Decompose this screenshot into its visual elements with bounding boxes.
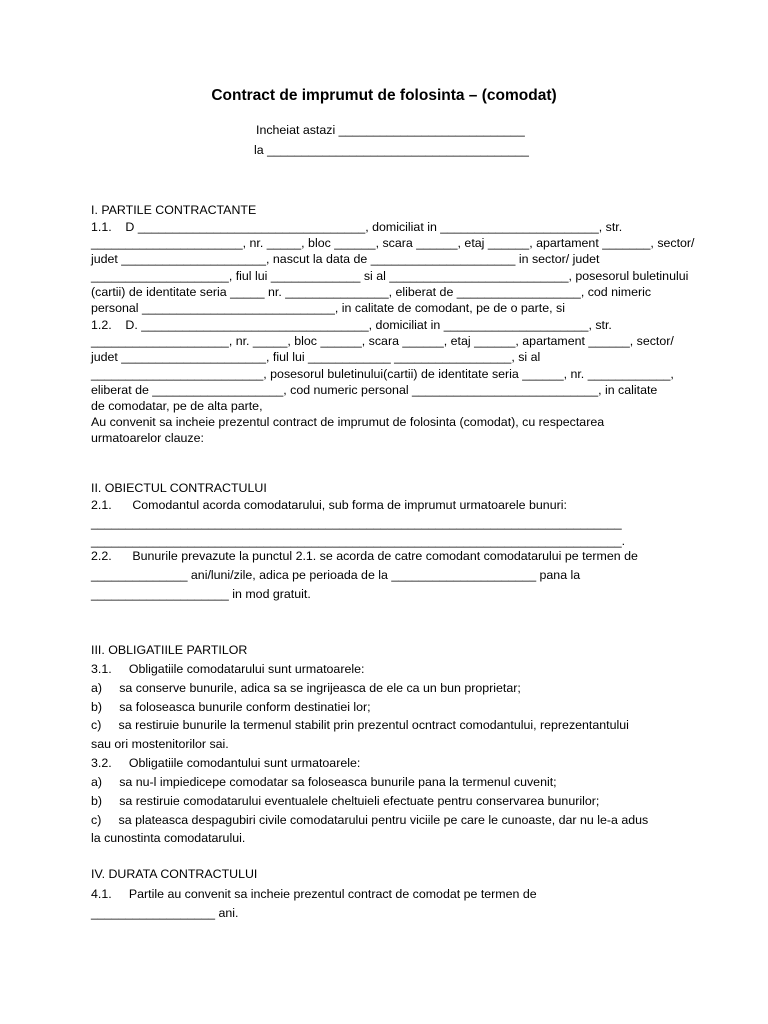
- paragraph-line: _________________________, posesorul buletinului(cartii) de identitate seria ______, nr. ____________,: [91, 367, 674, 381]
- paragraph-line: 1.1. D _________________________________, domiciliat in _______________________, str.: [91, 220, 623, 234]
- paragraph-line: judet _____________________, fiul lui ____________ _________________, si al: [91, 350, 541, 364]
- paragraph-line: b) sa restiruie comodatarului eventualele cheltuieli efectuate pentru conservarea bunurilor;: [91, 794, 600, 808]
- section-heading-duration: IV. DURATA CONTRACTULUI: [91, 867, 258, 881]
- paragraph-line: __________________ ani.: [91, 906, 239, 920]
- paragraph-line: 1.2. D. _________________________________, domiciliat in _____________________, str.: [91, 318, 612, 332]
- document-title: Contract de imprumut de folosinta – (comodat): [211, 87, 557, 104]
- paragraph-line: _____________________________________________________________________________.: [91, 534, 626, 548]
- paragraph-line: judet _____________________, nascut la data de _____________________ in sector/ judet: [91, 252, 600, 266]
- paragraph-line: ____________________, nr. _____, bloc ______, scara ______, etaj ______, apartament ______, sector/: [91, 334, 674, 348]
- paragraph-line: b) sa foloseasca bunurile conform destinatiei lor;: [91, 700, 371, 714]
- paragraph-line: a) sa nu-l impiedicepe comodatar sa foloseasca bunurile pana la termenul cuvenit;: [91, 775, 557, 789]
- paragraph-line: 2.1. Comodantul acorda comodatarului, sub forma de imprumut urmatoarele bunuri:: [91, 498, 567, 512]
- paragraph-line: 2.2. Bunurile prevazute la punctul 2.1. se acorda de catre comodant comodatarului pe termen de: [91, 549, 638, 563]
- paragraph-line: 3.2. Obligatiile comodantului sunt urmatoarele:: [91, 756, 361, 770]
- paragraph-line: urmatoarelor clauze:: [91, 431, 204, 445]
- section-heading-object: II. OBIECTUL CONTRACTULUI: [91, 481, 267, 495]
- paragraph-line: eliberat de ___________________, cod numeric personal ___________________________, in calitate: [91, 383, 658, 397]
- paragraph-line: 3.1. Obligatiile comodatarului sunt urmatoarele:: [91, 662, 365, 676]
- paragraph-line: (cartii) de identitate seria _____ nr. _______________, eliberat de __________________, cod nimeric: [91, 285, 652, 299]
- paragraph-line: a) sa conserve bunurile, adica sa se ingrijeasca de ele ca un bun proprietar;: [91, 681, 521, 695]
- paragraph-line: ______________________, nr. _____, bloc ______, scara ______, etaj ______, apartament _______, sector/: [91, 236, 695, 250]
- section-heading-parties: I. PARTILE CONTRACTANTE: [91, 203, 257, 217]
- paragraph-line: ____________________, fiul lui _____________ si al __________________________, posesorul buletinului: [91, 269, 689, 283]
- paragraph-line: ____________________ in mod gratuit.: [91, 587, 311, 601]
- paragraph-line: ______________ ani/luni/zile, adica pe perioada de la _____________________ pana la: [91, 568, 581, 582]
- paragraph-line: la cunostinta comodatarului.: [91, 831, 246, 845]
- paragraph-line: de comodatar, pe de alta parte,: [91, 399, 263, 413]
- paragraph-line: c) sa plateasca despagubiri civile comodatarului pentru viciile pe care le cunoaste, dar nu le-a adus: [91, 813, 649, 827]
- paragraph-line: c) sa restiruie bunurile la termenul stabilit prin prezentul ocntract comodantului, reprezentantului: [91, 718, 629, 732]
- paragraph-line: personal ____________________________, in calitate de comodant, pe de o parte, si: [91, 301, 565, 315]
- paragraph-line: 4.1. Partile au convenit sa incheie prezentul contract de comodat pe termen de: [91, 887, 537, 901]
- concluded-place-line: la ______________________________________: [254, 143, 529, 157]
- paragraph-line: _____________________________________________________________________________: [91, 516, 622, 530]
- paragraph-line: sau ori mostenitorilor sai.: [91, 737, 229, 751]
- section-heading-obligations: III. OBLIGATIILE PARTILOR: [91, 643, 248, 657]
- paragraph-line: Au convenit sa incheie prezentul contract de imprumut de folosinta (comodat), cu respectarea: [91, 415, 605, 429]
- concluded-date-line: Incheiat astazi ___________________________: [256, 123, 525, 137]
